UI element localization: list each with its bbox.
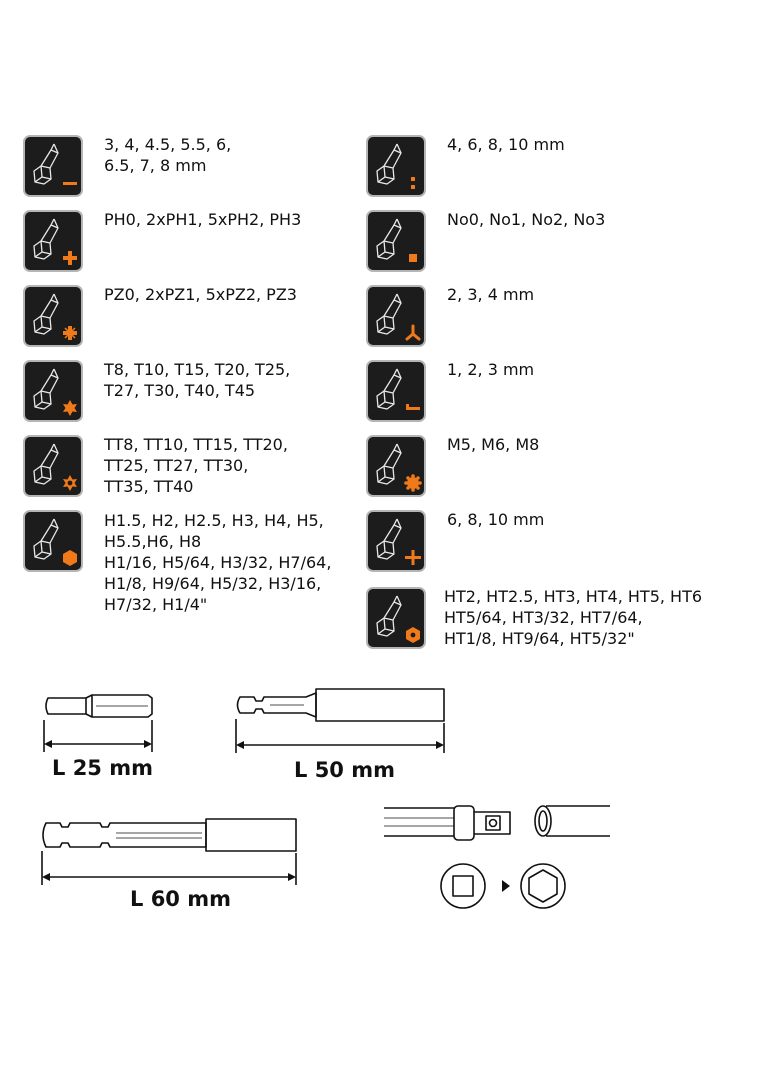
bit-sizes-text: No0, No1, No2, No3: [447, 210, 606, 229]
square-bit-icon: [366, 210, 426, 272]
bit-sizes-text: PH0, 2xPH1, 5xPH2, PH3: [104, 210, 302, 229]
torx-bit-icon: [23, 360, 83, 422]
bit-sizes-text: 3, 4, 4.5, 5.5, 6, 6.5, 7, 8 mm: [104, 135, 232, 175]
tamper-torx-bit-icon: [23, 435, 83, 497]
tamper-hex-bit-icon: [366, 587, 426, 649]
bit-sizes-text: 1, 2, 3 mm: [447, 360, 535, 379]
bit-sizes-text: 2, 3, 4 mm: [447, 285, 535, 304]
bit-sizes-text: 4, 6, 8, 10 mm: [447, 135, 565, 154]
bit-sizes-text: M5, M6, M8: [447, 435, 540, 454]
length-60mm-label: L 60 mm: [130, 887, 231, 911]
bit-25mm-drawing: [38, 688, 162, 764]
hex-bit-icon: [23, 510, 83, 572]
pozidriv-bit-icon: [23, 285, 83, 347]
phillips-bit-icon: [23, 210, 83, 272]
bit-sizes-text: 6, 8, 10 mm: [447, 510, 545, 529]
socket-adapter-drawing: [378, 796, 618, 920]
torq-set-bit-icon: [366, 360, 426, 422]
spanner-bit-icon: [366, 135, 426, 197]
bit-sizes-text: PZ0, 2xPZ1, 5xPZ2, PZ3: [104, 285, 297, 304]
bit-sizes-text: H1.5, H2, H2.5, H3, H4, H5, H5.5,H6, H8 H1/16, H5/64, H3/32, H7/64, H1/8, H9/64, H5/32, H3/16, H7/32, H1/4": [104, 511, 332, 614]
bit-sizes-text: HT2, HT2.5, HT3, HT4, HT5, HT6 HT5/64, HT3/32, HT7/64, HT1/8, HT9/64, HT5/32": [444, 587, 703, 648]
length-50mm-label: L 50 mm: [294, 758, 395, 782]
clutch-bit-icon: [366, 510, 426, 572]
bit-sizes-text: TT8, TT10, TT15, TT20, TT25, TT27, TT30, TT35, TT40: [104, 435, 288, 496]
length-25mm-label: L 25 mm: [52, 756, 153, 780]
bit-60mm-drawing: [36, 811, 304, 893]
bit-sizes-text: T8, T10, T15, T20, T25, T27, T30, T40, T45: [104, 360, 291, 400]
tri-wing-bit-icon: [366, 285, 426, 347]
spline-bit-icon: [366, 435, 426, 497]
bit-50mm-drawing: [230, 683, 452, 763]
slotted-bit-icon: [23, 135, 83, 197]
